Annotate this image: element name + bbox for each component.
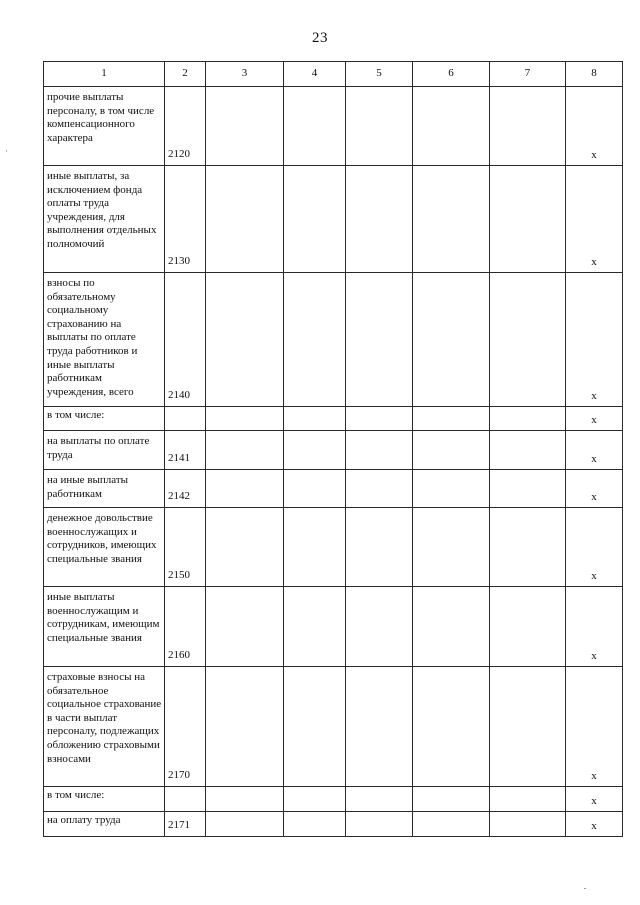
row-cell bbox=[284, 166, 346, 273]
table-row bbox=[44, 273, 623, 407]
row-cell bbox=[206, 273, 284, 407]
row-mark: x bbox=[566, 273, 623, 407]
row-cell bbox=[413, 87, 490, 166]
row-cell bbox=[346, 812, 413, 837]
row-cell bbox=[413, 470, 490, 508]
row-cell bbox=[346, 407, 413, 431]
row-cell bbox=[206, 812, 284, 837]
header-row bbox=[44, 62, 623, 87]
row-cell bbox=[413, 587, 490, 667]
row-cell bbox=[413, 812, 490, 837]
row-name: страховые взносы на обязательное социальное страхование в части выплат персоналу, подлежащих обложению страховыми взносами bbox=[44, 667, 165, 787]
row-cell bbox=[284, 87, 346, 166]
header-col-1: 1 bbox=[44, 62, 165, 87]
row-cell bbox=[346, 273, 413, 407]
row-mark: x bbox=[566, 166, 623, 273]
row-code: 2171 bbox=[165, 812, 206, 837]
row-name: на иные выплаты работникам bbox=[44, 470, 165, 508]
row-mark: x bbox=[566, 812, 623, 837]
header-col-4: 4 bbox=[284, 62, 346, 87]
row-code: 2142 bbox=[165, 470, 206, 508]
row-cell bbox=[413, 273, 490, 407]
row-cell bbox=[284, 273, 346, 407]
row-cell bbox=[490, 87, 566, 166]
row-cell bbox=[490, 812, 566, 837]
row-cell bbox=[346, 87, 413, 166]
table-row bbox=[44, 87, 623, 166]
table-row bbox=[44, 407, 623, 431]
table-row bbox=[44, 470, 623, 508]
row-code: 2141 bbox=[165, 431, 206, 470]
row-name: взносы по обязательному социальному страхованию на выплаты по оплате труда работников и иные выплаты работникам учреждения, всего bbox=[44, 273, 165, 407]
row-code: 2120 bbox=[165, 87, 206, 166]
table-row bbox=[44, 431, 623, 470]
row-name: на оплату труда bbox=[44, 812, 165, 837]
row-cell bbox=[346, 587, 413, 667]
scan-speck bbox=[6, 150, 7, 152]
row-cell bbox=[413, 166, 490, 273]
row-name: денежное довольствие военнослужащих и сотрудников, имеющих специальные звания bbox=[44, 508, 165, 587]
row-cell bbox=[490, 166, 566, 273]
row-cell bbox=[346, 470, 413, 508]
row-cell bbox=[413, 407, 490, 431]
row-cell bbox=[284, 508, 346, 587]
row-mark: x bbox=[566, 667, 623, 787]
row-mark: x bbox=[566, 431, 623, 470]
table-row bbox=[44, 667, 623, 787]
financial-table bbox=[43, 61, 623, 837]
row-cell bbox=[206, 166, 284, 273]
header-col-5: 5 bbox=[346, 62, 413, 87]
row-cell bbox=[206, 407, 284, 431]
row-cell bbox=[490, 273, 566, 407]
row-cell bbox=[284, 787, 346, 812]
row-cell bbox=[490, 787, 566, 812]
row-code: 2150 bbox=[165, 508, 206, 587]
row-code: 2130 bbox=[165, 166, 206, 273]
row-cell bbox=[346, 431, 413, 470]
row-cell bbox=[206, 587, 284, 667]
row-cell bbox=[413, 508, 490, 587]
table-row bbox=[44, 166, 623, 273]
table-row bbox=[44, 787, 623, 812]
row-name: в том числе: bbox=[44, 407, 165, 431]
row-cell bbox=[206, 470, 284, 508]
row-cell bbox=[206, 787, 284, 812]
row-cell bbox=[206, 508, 284, 587]
row-name: в том числе: bbox=[44, 787, 165, 812]
scan-speck bbox=[584, 888, 586, 889]
row-code bbox=[165, 407, 206, 431]
row-cell bbox=[284, 587, 346, 667]
row-cell bbox=[346, 166, 413, 273]
header-col-6: 6 bbox=[413, 62, 490, 87]
table-row bbox=[44, 587, 623, 667]
row-cell bbox=[284, 667, 346, 787]
header-col-2: 2 bbox=[165, 62, 206, 87]
row-cell bbox=[490, 431, 566, 470]
row-cell bbox=[490, 508, 566, 587]
row-mark: x bbox=[566, 787, 623, 812]
row-cell bbox=[284, 407, 346, 431]
table-row bbox=[44, 508, 623, 587]
row-code bbox=[165, 787, 206, 812]
row-cell bbox=[284, 470, 346, 508]
row-cell bbox=[206, 87, 284, 166]
row-cell bbox=[284, 812, 346, 837]
row-code: 2140 bbox=[165, 273, 206, 407]
header-col-7: 7 bbox=[490, 62, 566, 87]
row-cell bbox=[206, 667, 284, 787]
row-mark: x bbox=[566, 508, 623, 587]
row-mark: x bbox=[566, 407, 623, 431]
row-cell bbox=[490, 470, 566, 508]
row-cell bbox=[206, 431, 284, 470]
row-name: иные выплаты военнослужащим и сотрудникам, имеющим специальные звания bbox=[44, 587, 165, 667]
row-cell bbox=[413, 787, 490, 812]
row-cell bbox=[413, 431, 490, 470]
page-number: 23 bbox=[312, 30, 328, 46]
row-code: 2170 bbox=[165, 667, 206, 787]
header-col-8: 8 bbox=[566, 62, 623, 87]
row-cell bbox=[413, 667, 490, 787]
row-cell bbox=[490, 407, 566, 431]
row-cell bbox=[346, 787, 413, 812]
header-col-3: 3 bbox=[206, 62, 284, 87]
row-cell bbox=[346, 508, 413, 587]
row-name: иные выплаты, за исключением фонда оплаты труда учреждения, для выполнения отдельных полномочий bbox=[44, 166, 165, 273]
row-cell bbox=[346, 667, 413, 787]
table-row bbox=[44, 812, 623, 837]
row-name: прочие выплаты персоналу, в том числе компенсационного характера bbox=[44, 87, 165, 166]
row-cell bbox=[490, 667, 566, 787]
row-mark: x bbox=[566, 587, 623, 667]
row-cell bbox=[490, 587, 566, 667]
row-name: на выплаты по оплате труда bbox=[44, 431, 165, 470]
row-mark: x bbox=[566, 87, 623, 166]
row-cell bbox=[284, 431, 346, 470]
row-mark: x bbox=[566, 470, 623, 508]
row-code: 2160 bbox=[165, 587, 206, 667]
